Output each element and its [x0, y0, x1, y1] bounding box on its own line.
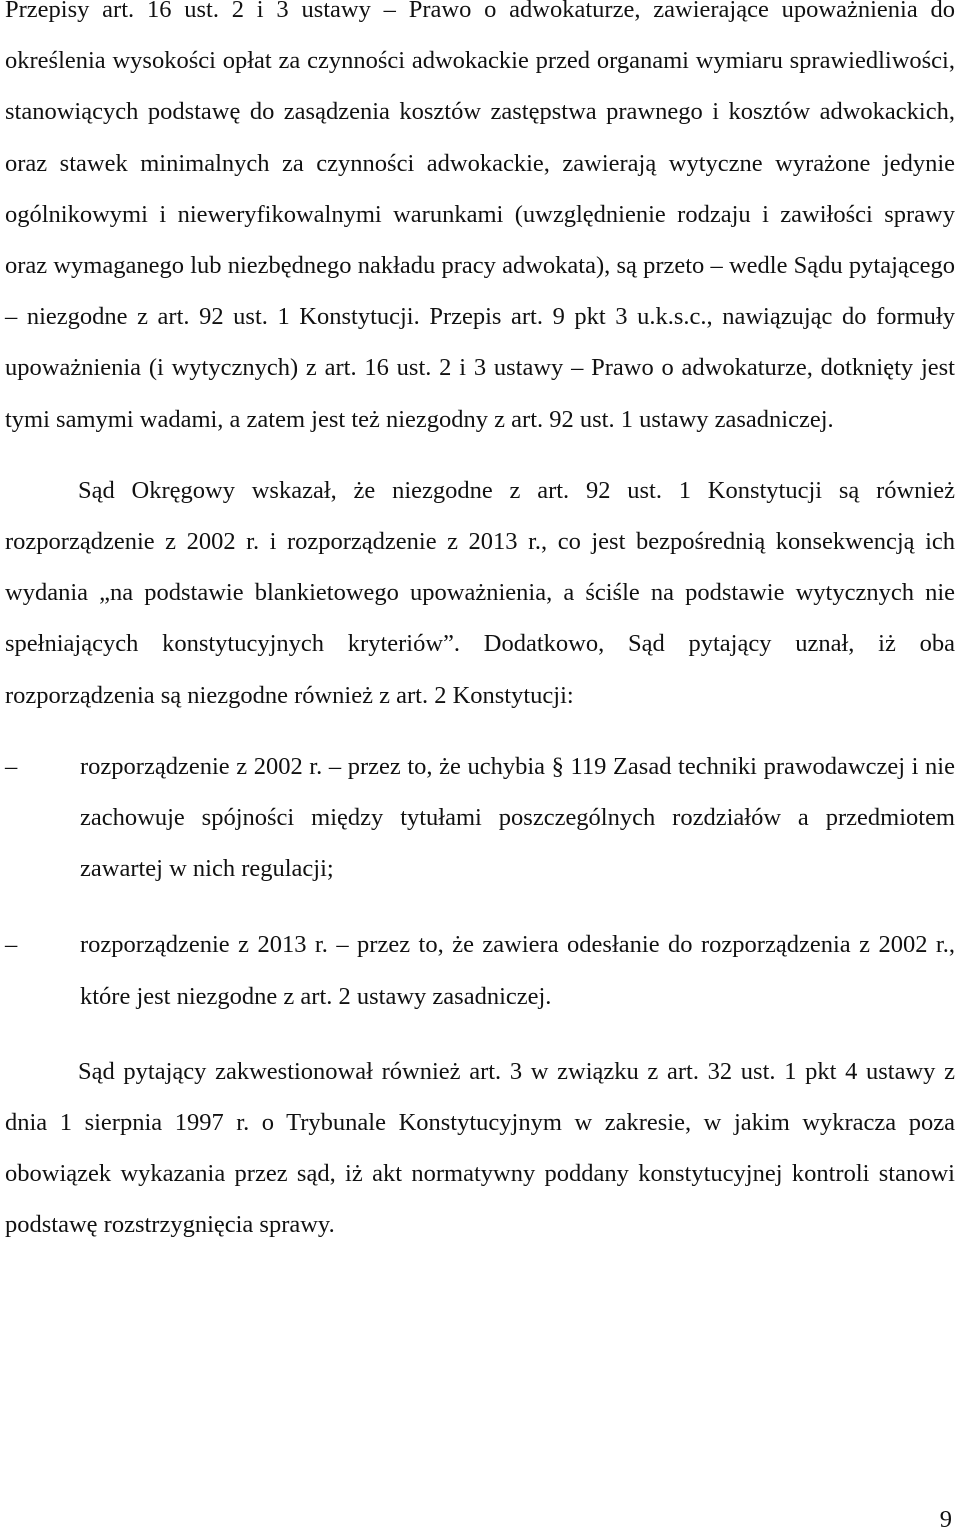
list-item-text: rozporządzenie z 2002 r. – przez to, że uchybia § 119 Zasad techniki prawodawczej i nie zachowuje spójności między tytułami poszczególnych rozdziałów a przedmiotem zawartej w nich regulacji;: [80, 752, 955, 883]
list-dash: –: [5, 752, 18, 780]
list-item: [5, 919, 955, 1021]
list-item-text: rozporządzenie z 2013 r. – przez to, że zawiera odesłanie do rozporządzenia z 2002 r., które jest niezgodne z art. 2 ustawy zasadniczej.: [80, 931, 955, 1010]
paragraph-3: Sąd pytający zakwestionował również art. 3 w związku z art. 32 ust. 1 pkt 4 ustawy z dnia 1 sierpnia 1997 r. o Trybunale Konstytucyjnym w zakresie, w jakim wykracza poza obowiązek wykazania przez sąd, iż akt normatywny poddany konstytucyjnej kontroli stanowi podstawę rozstrzygnięcia sprawy.: [5, 1057, 955, 1239]
document-page: [5, 0, 955, 1251]
page-number: 9: [939, 1506, 952, 1533]
paragraph-2: Sąd Okręgowy wskazał, że niezgodne z art. 92 ust. 1 Konstytucji są również rozporządzenie z 2002 r. i rozporządzenie z 2013 r., co jest bezpośrednią konsekwencją ich wydania „na podstawie blankietowego upoważnienia, a ściśle na podstawie wytycznych nie spełniających konstytucyjnych kryteriów”. Dodatkowo, Sąd pytający uznał, iż oba rozporządzenia są niezgodne również z art. 2 Konstytucji:: [5, 476, 955, 709]
list-dash: –: [5, 931, 18, 959]
paragraph-1: Przepisy art. 16 ust. 2 i 3 ustawy – Prawo o adwokaturze, zawierające upoważnienia do określenia wysokości opłat za czynności adwokackie przed organami wymiaru sprawiedliwości, stanowiących podstawę do zasądzenia kosztów zastępstwa prawnego i kosztów adwokackich, oraz stawek minimalnych za czynności adwokackie, zawierają wytyczne wyrażone jedynie ogólnikowymi i nieweryfikowalnymi warunkami (uwzględnienie rodzaju i zawiłości sprawy oraz wymaganego lub niezbędnego nakładu pracy adwokata), są przeto – wedle Sądu pytającego – niezgodne z art. 92 ust. 1 Konstytucji. Przepis art. 9 pkt 3 u.k.s.c., nawiązując do formuły upoważnienia (i wytycznych) z art. 16 ust. 2 i 3 ustawy – Prawo o adwokaturze, dotknięty jest tymi samymi wadami, a zatem jest też niezgodny z art. 92 ust. 1 ustawy zasadniczej.: [5, 0, 955, 433]
list-item: [5, 741, 955, 895]
objection-list: [5, 741, 955, 1022]
